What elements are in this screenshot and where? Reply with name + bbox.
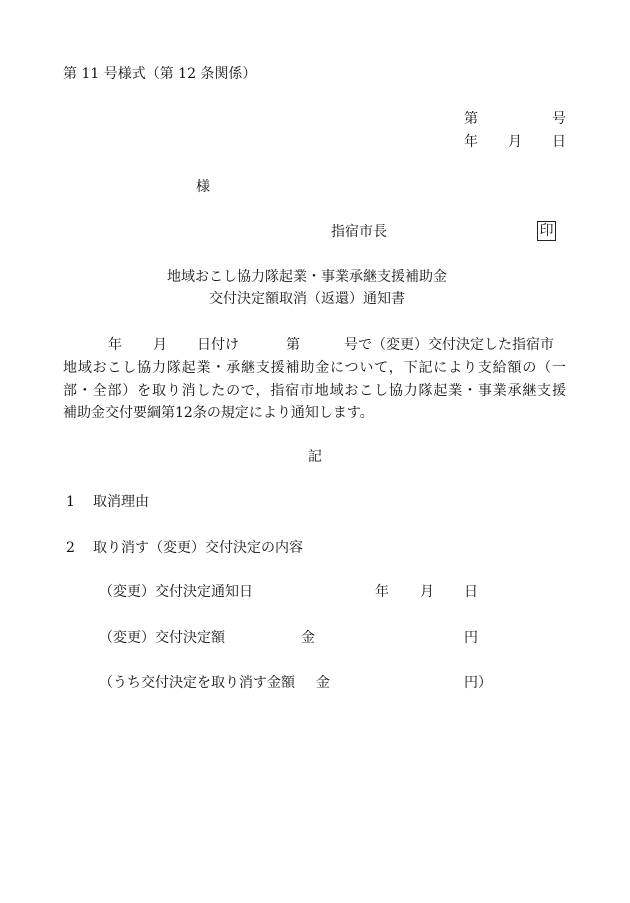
- decision-amount-kin: 金: [301, 630, 315, 646]
- title-line2: 交付決定額取消（返還）通知書: [209, 291, 405, 307]
- notice-date-day: 日: [464, 584, 478, 600]
- cancel-amount-yen: 円）: [464, 675, 492, 691]
- decision-amount-label: （変更）交付決定額: [99, 630, 225, 646]
- cancel-amount-kin: 金: [316, 675, 330, 691]
- item1-label: 取消理由: [93, 494, 149, 510]
- doc-number-suffix: 号: [552, 111, 566, 127]
- item2-label: 取り消す（変更）交付決定の内容: [93, 540, 303, 556]
- date-month: 月: [508, 134, 522, 150]
- body-line2: 地域おこし協力隊起業・承継支援補助金について，下記により支給額の（一: [63, 360, 566, 376]
- notice-date-year: 年: [375, 584, 389, 600]
- cancel-amount-label: （うち交付決定を取り消す金額: [99, 675, 295, 691]
- body-line1-rest: 号で（変更）交付決定した指宿市: [344, 337, 554, 353]
- notice-date-month: 月: [420, 584, 434, 600]
- body-month: 月: [153, 337, 167, 353]
- date-day: 日: [552, 134, 566, 150]
- item2-number: 2: [66, 540, 75, 556]
- seal-stamp: 印: [537, 221, 556, 241]
- doc-number-prefix: 第: [464, 111, 478, 127]
- ki-marker: 記: [308, 449, 322, 465]
- body-line4: 補助金交付要綱第12条の規定により通知します。: [63, 405, 374, 421]
- body-number-prefix: 第: [286, 337, 300, 353]
- form-header: 第 11 号様式（第 12 条関係）: [63, 66, 257, 82]
- decision-amount-yen: 円: [464, 630, 478, 646]
- title-line1: 地域おこし協力隊起業・事業承継支援補助金: [167, 269, 447, 285]
- notice-date-label: （変更）交付決定通知日: [99, 584, 253, 600]
- item1-number: 1: [66, 494, 75, 510]
- date-year: 年: [464, 134, 478, 150]
- sender-title: 指宿市長: [331, 224, 387, 240]
- body-line3: 部・全部）を取り消したので，指宿市地域おこし協力隊起業・事業承継支援: [63, 383, 566, 399]
- body-dated: 日付け: [197, 337, 239, 353]
- addressee-suffix: 様: [196, 179, 210, 195]
- body-year: 年: [108, 337, 122, 353]
